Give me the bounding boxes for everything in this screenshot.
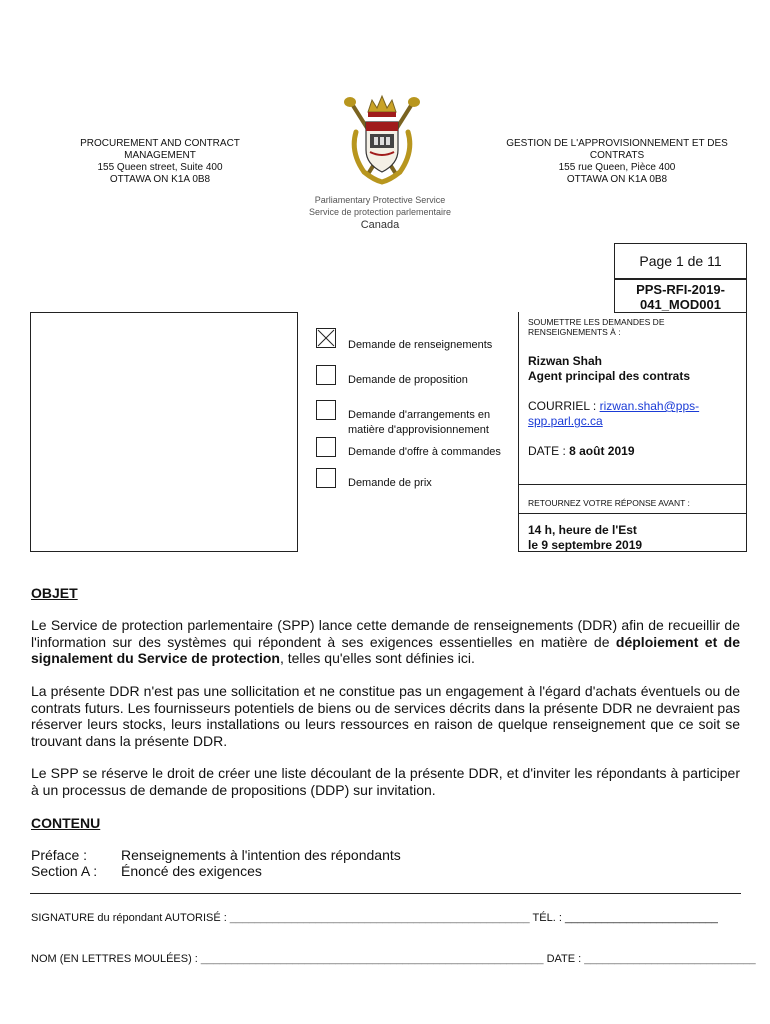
divider xyxy=(519,513,746,514)
email-part-2: spp.parl.gc.ca xyxy=(528,414,603,428)
objet-heading: OBJET xyxy=(31,585,78,601)
checkbox-rfp[interactable] xyxy=(316,365,336,385)
date-sig-label: DATE : xyxy=(543,953,585,965)
submit-to-caption: SOUMETTRE LES DEMANDES DE RENSEIGNEMENTS À : xyxy=(528,317,665,337)
contenu-row xyxy=(31,847,401,863)
date-label: DATE : xyxy=(528,444,570,458)
header-address-en xyxy=(60,138,260,186)
signature-line xyxy=(31,912,718,924)
check-x-icon xyxy=(317,329,335,347)
contenu-key: Section A : xyxy=(31,863,98,879)
p1-text: Le Service de protection parlementaire (SPP) lance cette demande de renseignements (DDR) afin de recueillir de l'information sur des systèmes qui répondent à ses exigences essentielles en matière de xyxy=(31,617,740,650)
date-field[interactable]: ____________________________ xyxy=(584,953,756,965)
objet-paragraph-2: La présente DDR n'est pas une sollicitation et ne constitue pas un engagement à l'égard d'achats éventuels ou de contrats futurs. Les fournisseurs potentiels de biens ou de services décrits dans la présente DDR ne devraient pas réserver leurs stocks, leurs installations ou leurs ressources en raison de quelque renseignement que ce soit se trouvant dans la présente DDR. xyxy=(31,683,740,749)
checkbox-label: Demande de renseignements xyxy=(348,339,493,351)
contact-panel xyxy=(518,312,747,552)
name-date-line xyxy=(31,953,756,965)
p1-end: , telles qu'elles sont définies ici. xyxy=(279,650,475,667)
header-line: 155 Queen street, Suite 400 xyxy=(97,162,223,173)
header-line: GESTION DE L'APPROVISIONNEMENT ET DES xyxy=(506,138,728,149)
checkbox-rfi[interactable] xyxy=(316,328,336,348)
header-line: OTTAWA ON K1A 0B8 xyxy=(566,174,668,185)
name-label: NOM (EN LETTRES MOULÉES) : xyxy=(31,953,201,965)
deadline-date: le 9 septembre 2019 xyxy=(528,538,643,552)
horizontal-rule xyxy=(30,893,741,894)
canada-wordmark: Canada xyxy=(360,219,400,231)
header-line: MANAGEMENT xyxy=(124,150,196,161)
p1-bold: déploiement et de signalement du Service de protection xyxy=(31,633,740,667)
reference-line-2: 041_MOD001 xyxy=(640,297,721,312)
contact-date xyxy=(528,444,635,459)
divider xyxy=(519,484,746,485)
pps-name-en: Parliamentary Protective Service xyxy=(314,195,446,205)
deadline-caption: RETOURNEZ VOTRE RÉPONSE AVANT : xyxy=(528,498,690,508)
checkbox-label: Demande de proposition xyxy=(348,374,468,386)
objet-paragraph-1 xyxy=(31,617,740,667)
tel-label: TÉL. : xyxy=(529,912,565,924)
tel-field[interactable]: _________________________ xyxy=(564,912,718,924)
checkbox-supply-arrangement[interactable] xyxy=(316,400,336,420)
contact-name: Rizwan Shah xyxy=(528,354,603,368)
checkbox-label: Demande d'offre à commandes xyxy=(348,446,501,458)
email-part-1: rizwan.shah@pps- xyxy=(599,399,700,413)
contenu-list xyxy=(31,847,401,879)
contenu-value: Renseignements à l'intention des répondants xyxy=(121,847,401,863)
signature-field[interactable]: _________________________________________________ xyxy=(229,912,530,924)
contenu-key: Préface : xyxy=(31,847,88,863)
checkbox-rfq[interactable] xyxy=(316,468,336,488)
vendor-info-box xyxy=(30,312,298,552)
deadline-time: 14 h, heure de l'Est xyxy=(528,523,637,537)
contenu-heading: CONTENU xyxy=(31,815,101,831)
contenu-row xyxy=(31,863,401,879)
pps-name-block xyxy=(300,194,460,231)
reference-line-1: PPS-RFI-2019- xyxy=(636,282,725,297)
header-line: CONTRATS xyxy=(589,150,645,161)
pps-name-fr: Service de protection parlementaire xyxy=(308,207,452,217)
header-line: PROCUREMENT AND CONTRACT xyxy=(80,138,240,149)
header-line: OTTAWA ON K1A 0B8 xyxy=(109,174,211,185)
checkbox-standing-offer[interactable] xyxy=(316,437,336,457)
header-address-fr xyxy=(502,138,732,186)
signature-label: SIGNATURE du répondant AUTORISÉ : xyxy=(31,912,230,924)
header-line: 155 rue Queen, Pièce 400 xyxy=(558,162,676,173)
reference-number xyxy=(614,279,747,313)
checkbox-label: Demande de prix xyxy=(348,477,432,489)
contact-email xyxy=(528,399,743,429)
name-field[interactable]: ________________________________________________________ xyxy=(200,953,544,965)
objet-paragraph-3: Le SPP se réserve le droit de créer une liste découlant de la présente DDR, et d'inviter les répondants à participer à un processus de demande de propositions (DDP) sur invitation. xyxy=(31,765,740,798)
checkbox-label: Demande d'arrangements en matière d'approvisionnement xyxy=(348,409,491,436)
contact-title: Agent principal des contrats xyxy=(528,369,691,383)
email-label: COURRIEL : xyxy=(528,399,600,413)
pps-crest-logo xyxy=(334,92,430,192)
page-number: Page 1 de 11 xyxy=(614,243,747,279)
contenu-value: Énoncé des exigences xyxy=(121,863,262,879)
date-value: 8 août 2019 xyxy=(569,444,635,458)
